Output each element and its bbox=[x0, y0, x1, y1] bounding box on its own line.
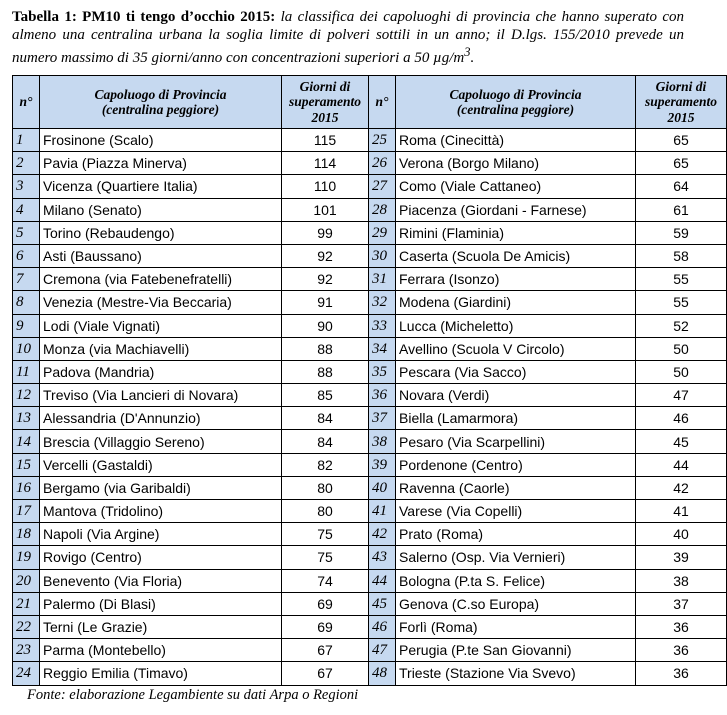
rank-cell: 38 bbox=[369, 430, 396, 453]
rank-cell: 31 bbox=[369, 268, 396, 291]
days-cell: 85 bbox=[282, 384, 369, 407]
days-cell: 44 bbox=[636, 453, 727, 476]
city-cell: Napoli (Via Argine) bbox=[40, 523, 282, 546]
rank-cell: 46 bbox=[369, 615, 396, 638]
caption-title: Tabella 1: PM10 ti tengo d’occhio 2015: bbox=[12, 9, 276, 25]
city-cell: Perugia (P.te San Giovanni) bbox=[396, 639, 636, 662]
header-days-line2: superamento bbox=[288, 94, 361, 110]
table-row bbox=[13, 430, 727, 453]
city-cell: Reggio Emilia (Timavo) bbox=[40, 662, 282, 685]
header-days-line3: 2015 bbox=[311, 109, 339, 125]
days-cell: 58 bbox=[636, 244, 727, 267]
header-n-left: n° bbox=[13, 76, 40, 129]
table-header-row bbox=[13, 76, 727, 129]
rank-cell: 40 bbox=[369, 476, 396, 499]
city-cell: Asti (Baussano) bbox=[40, 244, 282, 267]
days-cell: 84 bbox=[282, 430, 369, 453]
rank-cell: 1 bbox=[13, 129, 40, 152]
pm10-ranking-table bbox=[12, 75, 727, 686]
city-cell: Benevento (Via Floria) bbox=[40, 569, 282, 592]
days-cell: 80 bbox=[282, 500, 369, 523]
caption-body: la classifica dei capoluoghi di provincia che hanno superato con almeno una centralina urbana la soglia limite di polveri sottili in un anno; il D.lgs. 155/2010 prevede un numero massimo di 35 giorni/anno con concentrazioni superiori a 50 µg/m bbox=[12, 9, 685, 66]
days-cell: 64 bbox=[636, 175, 727, 198]
days-cell: 91 bbox=[282, 291, 369, 314]
table-row bbox=[13, 569, 727, 592]
header-city-line1: Capoluogo di Provincia bbox=[449, 86, 582, 102]
header-days-line1: Giorni di bbox=[299, 78, 351, 94]
rank-cell: 30 bbox=[369, 244, 396, 267]
city-cell: Alessandria (D'Annunzio) bbox=[40, 407, 282, 430]
rank-cell: 22 bbox=[13, 615, 40, 638]
rank-cell: 9 bbox=[13, 314, 40, 337]
city-cell: Forlì (Roma) bbox=[396, 615, 636, 638]
city-cell: Vercelli (Gastaldi) bbox=[40, 453, 282, 476]
city-cell: Avellino (Scuola V Circolo) bbox=[396, 337, 636, 360]
city-cell: Padova (Mandria) bbox=[40, 360, 282, 383]
city-cell: Palermo (Di Blasi) bbox=[40, 592, 282, 615]
days-cell: 69 bbox=[282, 592, 369, 615]
city-cell: Mantova (Tridolino) bbox=[40, 500, 282, 523]
days-cell: 41 bbox=[636, 500, 727, 523]
days-cell: 36 bbox=[636, 615, 727, 638]
days-cell: 65 bbox=[636, 129, 727, 152]
rank-cell: 12 bbox=[13, 384, 40, 407]
days-cell: 55 bbox=[636, 291, 727, 314]
days-cell: 114 bbox=[282, 152, 369, 175]
table-row bbox=[13, 314, 727, 337]
header-city-line1: Capoluogo di Provincia bbox=[94, 86, 227, 102]
table-caption bbox=[12, 9, 684, 68]
rank-cell: 7 bbox=[13, 268, 40, 291]
rank-cell: 20 bbox=[13, 569, 40, 592]
city-cell: Ravenna (Caorle) bbox=[396, 476, 636, 499]
header-days-right bbox=[636, 76, 727, 129]
days-cell: 52 bbox=[636, 314, 727, 337]
days-cell: 38 bbox=[636, 569, 727, 592]
days-cell: 99 bbox=[282, 221, 369, 244]
rank-cell: 8 bbox=[13, 291, 40, 314]
rank-cell: 35 bbox=[369, 360, 396, 383]
table-row bbox=[13, 337, 727, 360]
days-cell: 101 bbox=[282, 198, 369, 221]
rank-cell: 18 bbox=[13, 523, 40, 546]
city-cell: Verona (Borgo Milano) bbox=[396, 152, 636, 175]
city-cell: Genova (C.so Europa) bbox=[396, 592, 636, 615]
days-cell: 36 bbox=[636, 639, 727, 662]
rank-cell: 42 bbox=[369, 523, 396, 546]
days-cell: 39 bbox=[636, 546, 727, 569]
days-cell: 46 bbox=[636, 407, 727, 430]
table-row bbox=[13, 152, 727, 175]
city-cell: Rovigo (Centro) bbox=[40, 546, 282, 569]
days-cell: 115 bbox=[282, 129, 369, 152]
city-cell: Torino (Rebaudengo) bbox=[40, 221, 282, 244]
rank-cell: 39 bbox=[369, 453, 396, 476]
header-city-line2: (centralina peggiore) bbox=[101, 102, 220, 117]
days-cell: 82 bbox=[282, 453, 369, 476]
days-cell: 37 bbox=[636, 592, 727, 615]
header-days-line3: 2015 bbox=[667, 109, 695, 125]
table-row bbox=[13, 546, 727, 569]
city-cell: Ferrara (Isonzo) bbox=[396, 268, 636, 291]
table-row bbox=[13, 244, 727, 267]
days-cell: 92 bbox=[282, 268, 369, 291]
rank-cell: 45 bbox=[369, 592, 396, 615]
table-row bbox=[13, 384, 727, 407]
rank-cell: 19 bbox=[13, 546, 40, 569]
city-cell: Frosinone (Scalo) bbox=[40, 129, 282, 152]
city-cell: Caserta (Scuola De Amicis) bbox=[396, 244, 636, 267]
rank-cell: 43 bbox=[369, 546, 396, 569]
days-cell: 69 bbox=[282, 615, 369, 638]
rank-cell: 10 bbox=[13, 337, 40, 360]
rank-cell: 14 bbox=[13, 430, 40, 453]
table-row bbox=[13, 523, 727, 546]
header-city-left bbox=[40, 76, 282, 129]
table-row bbox=[13, 615, 727, 638]
days-cell: 88 bbox=[282, 337, 369, 360]
header-n-right: n° bbox=[369, 76, 396, 129]
days-cell: 67 bbox=[282, 662, 369, 685]
city-cell: Roma (Cinecittà) bbox=[396, 129, 636, 152]
city-cell: Modena (Giardini) bbox=[396, 291, 636, 314]
days-cell: 92 bbox=[282, 244, 369, 267]
rank-cell: 4 bbox=[13, 198, 40, 221]
rank-cell: 23 bbox=[13, 639, 40, 662]
days-cell: 50 bbox=[636, 360, 727, 383]
city-cell: Trieste (Stazione Via Svevo) bbox=[396, 662, 636, 685]
rank-cell: 47 bbox=[369, 639, 396, 662]
city-cell: Salerno (Osp. Via Vernieri) bbox=[396, 546, 636, 569]
rank-cell: 17 bbox=[13, 500, 40, 523]
caption-superscript: 3 bbox=[464, 45, 471, 59]
days-cell: 45 bbox=[636, 430, 727, 453]
city-cell: Bergamo (via Garibaldi) bbox=[40, 476, 282, 499]
rank-cell: 6 bbox=[13, 244, 40, 267]
days-cell: 61 bbox=[636, 198, 727, 221]
rank-cell: 37 bbox=[369, 407, 396, 430]
city-cell: Prato (Roma) bbox=[396, 523, 636, 546]
city-cell: Cremona (via Fatebenefratelli) bbox=[40, 268, 282, 291]
table-row bbox=[13, 500, 727, 523]
rank-cell: 44 bbox=[369, 569, 396, 592]
city-cell: Milano (Senato) bbox=[40, 198, 282, 221]
city-cell: Varese (Via Copelli) bbox=[396, 500, 636, 523]
rank-cell: 16 bbox=[13, 476, 40, 499]
city-cell: Pordenone (Centro) bbox=[396, 453, 636, 476]
city-cell: Lucca (Micheletto) bbox=[396, 314, 636, 337]
table-row bbox=[13, 592, 727, 615]
city-cell: Novara (Verdi) bbox=[396, 384, 636, 407]
city-cell: Como (Viale Cattaneo) bbox=[396, 175, 636, 198]
city-cell: Piacenza (Giordani - Farnese) bbox=[396, 198, 636, 221]
days-cell: 67 bbox=[282, 639, 369, 662]
city-cell: Biella (Lamarmora) bbox=[396, 407, 636, 430]
rank-cell: 48 bbox=[369, 662, 396, 685]
city-cell: Lodi (Viale Vignati) bbox=[40, 314, 282, 337]
days-cell: 55 bbox=[636, 268, 727, 291]
city-cell: Pescara (Via Sacco) bbox=[396, 360, 636, 383]
days-cell: 84 bbox=[282, 407, 369, 430]
table-row bbox=[13, 476, 727, 499]
days-cell: 75 bbox=[282, 546, 369, 569]
days-cell: 74 bbox=[282, 569, 369, 592]
days-cell: 110 bbox=[282, 175, 369, 198]
rank-cell: 2 bbox=[13, 152, 40, 175]
rank-cell: 13 bbox=[13, 407, 40, 430]
table-row bbox=[13, 291, 727, 314]
city-cell: Pavia (Piazza Minerva) bbox=[40, 152, 282, 175]
city-cell: Vicenza (Quartiere Italia) bbox=[40, 175, 282, 198]
header-days-left bbox=[282, 76, 369, 129]
table-row bbox=[13, 221, 727, 244]
header-days-line2: superamento bbox=[644, 94, 717, 110]
rank-cell: 11 bbox=[13, 360, 40, 383]
days-cell: 88 bbox=[282, 360, 369, 383]
rank-cell: 27 bbox=[369, 175, 396, 198]
rank-cell: 3 bbox=[13, 175, 40, 198]
days-cell: 80 bbox=[282, 476, 369, 499]
city-cell: Monza (via Machiavelli) bbox=[40, 337, 282, 360]
days-cell: 65 bbox=[636, 152, 727, 175]
rank-cell: 32 bbox=[369, 291, 396, 314]
days-cell: 42 bbox=[636, 476, 727, 499]
city-cell: Brescia (Villaggio Sereno) bbox=[40, 430, 282, 453]
header-city-line2: (centralina peggiore) bbox=[456, 102, 575, 117]
table-row bbox=[13, 198, 727, 221]
table-row bbox=[13, 407, 727, 430]
city-cell: Terni (Le Grazie) bbox=[40, 615, 282, 638]
table-row bbox=[13, 268, 727, 291]
city-cell: Parma (Montebello) bbox=[40, 639, 282, 662]
rank-cell: 29 bbox=[369, 221, 396, 244]
rank-cell: 36 bbox=[369, 384, 396, 407]
caption-end: . bbox=[470, 50, 475, 66]
header-city-right bbox=[396, 76, 636, 129]
rank-cell: 24 bbox=[13, 662, 40, 685]
rank-cell: 25 bbox=[369, 129, 396, 152]
rank-cell: 28 bbox=[369, 198, 396, 221]
city-cell: Bologna (P.ta S. Felice) bbox=[396, 569, 636, 592]
table-row bbox=[13, 453, 727, 476]
rank-cell: 26 bbox=[369, 152, 396, 175]
table-row bbox=[13, 129, 727, 152]
city-cell: Treviso (Via Lancieri di Novara) bbox=[40, 384, 282, 407]
city-cell: Pesaro (Via Scarpellini) bbox=[396, 430, 636, 453]
rank-cell: 41 bbox=[369, 500, 396, 523]
source-note: Fonte: elaborazione Legambiente su dati Arpa o Regioni bbox=[27, 687, 359, 703]
city-cell: Venezia (Mestre-Via Beccaria) bbox=[40, 291, 282, 314]
table-row bbox=[13, 639, 727, 662]
table-row bbox=[13, 662, 727, 685]
rank-cell: 33 bbox=[369, 314, 396, 337]
days-cell: 50 bbox=[636, 337, 727, 360]
days-cell: 47 bbox=[636, 384, 727, 407]
rank-cell: 21 bbox=[13, 592, 40, 615]
days-cell: 59 bbox=[636, 221, 727, 244]
days-cell: 90 bbox=[282, 314, 369, 337]
days-cell: 36 bbox=[636, 662, 727, 685]
days-cell: 75 bbox=[282, 523, 369, 546]
days-cell: 40 bbox=[636, 523, 727, 546]
rank-cell: 15 bbox=[13, 453, 40, 476]
rank-cell: 5 bbox=[13, 221, 40, 244]
table-body bbox=[13, 129, 727, 686]
rank-cell: 34 bbox=[369, 337, 396, 360]
table-row bbox=[13, 175, 727, 198]
header-days-line1: Giorni di bbox=[655, 78, 707, 94]
table-row bbox=[13, 360, 727, 383]
city-cell: Rimini (Flaminia) bbox=[396, 221, 636, 244]
